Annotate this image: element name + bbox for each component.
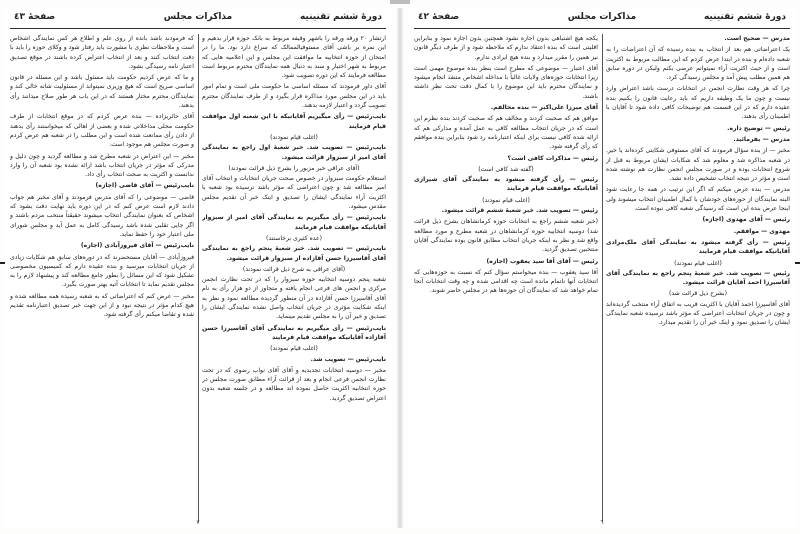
scan-margin-mark — [0, 262, 5, 264]
header-session: دورهٔ ششم تقنینیه — [299, 12, 382, 22]
stage-note: (اغلب قیام نمودند) — [270, 345, 318, 353]
paragraph: ارتشار ۲۰ ورقه ورقه را باشهر وقیفه مربوط به بانک حوزه قرار بدهیم و این نمره بر باشی آقای مستوفیالممالک که سراغ دارد بود. ما را در امتحان از حوزه انتخابیه ما موافقت این مجلس و این اعلامیه هایی که مربوط به شهر اختیار و سند به دنبال همه نمایندگان محترم مربوط است مطالعه فرمایند که این دوره تصویب شود. — [202, 35, 386, 80]
header-title: مذاکرات مجلس — [163, 12, 233, 22]
header-rule — [10, 28, 386, 29]
stage-note: (اغلب قیام نمودند) — [270, 133, 318, 141]
paragraph: آقای داور فرمودند که مسئله اساسی ما حکومت ملی است و تمام امور باید در این مجلس مورد مذاکره قرار بگیرد و از طرف نمایندگان محترم تصویب گردد و اعتبار لازمه بدهند. — [202, 83, 386, 110]
paragraph: چرا که هر وقت نظارت انجمن در انتخابات درست باشد اعتراض وارد نیست و چون ما یک وظیفه داریم که باید رعایت قانون را بکنیم بنده عقیده دارم که در این قسمت هم توضیحات کافی داده شود تا آقایان با اطمینان رأی بدهند. — [606, 85, 790, 121]
paragraph: یک اعتراضاتی هم بعد از انتخاب به بنده رسیده که آن اعتراضات را به شعبه داده‌ام و بنده در ابتدا عرض کردم که این مطالب مربوط به اکثریت است و از حیث اکثریت آراء نمیتوانم عرضی بکنم ولیکن در دوره سابق هم همین مطلب پیش آمد و مجلس رسیدگی کرد. — [606, 46, 790, 82]
column-divider — [602, 34, 603, 522]
speaker-line: نایب‌رئیس — تصویب شد. — [310, 355, 386, 363]
speaker-line: رئیس — رأی گرفته میشود به نمایندگی آقای شیرازی آقایانیکه موافقت قیام فرمایند — [414, 176, 598, 193]
column-divider — [198, 34, 199, 522]
paragraph: یکجه هیچ اشتباهی بدون اجازه نشود همچنین بدون اجازه نمود و بنابراین اقلیتی است که بنده اعتقاد ندارم که ملاحظه شود و از طرف دیگر قانون نیز همین را مقرر میدارد و بنده هیچ ایرادی ندارم. — [414, 35, 598, 61]
page-header — [412, 12, 792, 26]
paragraph: آقا سید یعقوب — بنده میخواستم سؤال کنم که نسبت به حوزه‌هایی که انتخابات آنها ناتمام مانده است چه اقدامی شده و چه وقت انتخابات آنجا تمام خواهد شد که نمایندگان آن حوزه‌ها هم در مجلس حاضر شوند. — [414, 268, 598, 295]
paragraph: که فرمودند باشد بانده از روی علم و اطلاع هر کس نمایندگی اشخاص است و ملاحظات نظری با مشورت باید رفتار شود و وکلای حوزه را باید با دقت انتخاب کنند و بعد از انتخاب اعتراض کرده باشند در موقع تصدیق اعتبار نامه رسیدگی بشود. — [10, 35, 194, 70]
page-right — [408, 8, 796, 528]
book-gutter — [396, 8, 404, 528]
paragraph: آقای آقاسیرزا احمد آقایان با اکثریت قریب به اتفاق آراء منتخب گردیده‌اند و چون در جریان انتخابات اعتراضی که مؤثر باشد نرسیده شعبه نمایندگی ایشان را تصدیق نمود و اینک خبر آن را تقدیم میدارد. — [606, 300, 790, 327]
speaker-line: رئیس — تصویب شد. خبر شعبهٔ ششم قرائت میشود. — [441, 207, 598, 215]
paragraph: فیروزآبادی — آقایان مستحضرند که در دوره‌های سابق هم شکایات زیادی از جریان انتخابات میرسید و بنده عقیده دارم که کمیسیون مخصوصی تشکیل شود که این مسائل را بطور جامع مطالعه کند و پیشنهاد لازم را به مجلس تقدیم نماید تا انتخابات آتیه بهتر صورت بگیرد. — [10, 253, 194, 289]
speaker-line: رئیس — رأی گرفته میشود به نمایندگی آقای ملک‌مرادی آقایانیکه موافقت قیام فرمایند — [606, 238, 790, 256]
speaker-line: نایب‌رئیس — رأی میگیریم آقایانیکه با این شعبه اول موافقت قیام فرمایند — [202, 113, 386, 130]
paragraph: قاضی — موضوعی را که آقای مدرس فرمودند و آقای مخبر هم جواب دادند لازم است عرض کنم که در این دوره باید نهایت دقت بشود که اشخاص که بعنوان نمایندگی انتخاب میشوند حقیقتاً منتخب مردم باشند و اگر جایی تقلبی شده باشد رسیدگی کامل به عمل آید و مجلس شورای ملی اعتبار خود را حفظ نماید. — [10, 193, 194, 238]
paragraph: استعلام حکومت سبزوار در خصوص صحت جریان انتخابات و انتخاب آقای امیر مطالعه شد و چون اعتراضی که مؤثر باشد نرسیده بود شعبه با اکثریت آراء نمایندگی ایشان را تصدیق و اینک خبر آن تقدیم مجلس مقدس میشود. — [202, 175, 386, 211]
scan-margin-mark — [795, 262, 800, 264]
speaker-line: نایب‌رئیس — تصویب شد. خبر شعبهٔ اول راجع به نمایندگی آقای امیر از سبزوار قرائت میشود. — [202, 144, 386, 161]
stage-note: (اغلب قیام نمودند) — [482, 196, 530, 204]
page-left — [4, 8, 392, 528]
scan-top-mark — [0, 0, 800, 6]
paragraph: مخبر — عرض کنم که اعتراضاتی که به شعبه رسیده همه مطالعه شده و هیچ کدام مؤثر در نتیجه نبود و از این جهت خبر تصدیق اعتبارنامه تقدیم شده و تقاضا میکنم رأی گرفته شود. — [10, 292, 194, 319]
speaker-line: رئیس — مذاکرات کافی است؟ — [507, 154, 598, 162]
text-column-right — [606, 34, 790, 522]
paragraph: مدرس — بنده عرض میکنم که اگر این ترتیب در همه جا رعایت شود البته نمایندگان از حوزه‌های خودشان با کمال اطمینان انتخاب میشوند ولی اینجا عرض بنده این است که رسیدگی شعبه کافی نبوده است. — [606, 186, 790, 213]
stage-note: (بشرح ذیل قرائت شد) — [669, 290, 727, 298]
header-session: دورهٔ ششم تقنینیه — [703, 12, 786, 22]
stage-note: (آقای عراقی خبر مزبور را بشرح ذیل قرائت نمودند) — [228, 164, 360, 172]
paragraph: آقای اعتبار — موضوعی که مطرح است بنظر بنده موضوع مهمی است زیرا انتخابات حوزه‌های ولایات غالباً با مداخله اشخاص متنفذ انجام میشود و نمایندگان محترم باید این موضوع را با کمال دقت تحت نظر داشته باشند. — [414, 64, 598, 100]
speaker-line: نایب‌رئیس — رأی میگیریم به نمایندگی آقای امیر از سبزوار آقایانیکه موافقت قیام فرمایند — [202, 214, 386, 231]
header-page-number: صفحهٔ ٤٣ — [14, 12, 56, 22]
page-folio: ٧ — [196, 519, 200, 526]
stage-note: (گفته شد کافی است) — [478, 165, 534, 173]
speaker-line: رئیس — آقای مهدوی (اجازه) — [702, 216, 790, 224]
header-rule — [414, 28, 790, 29]
speaker-line: نایب‌رئیس — تصویب شد. خبر شعبهٔ پنجم راجع به نمایندگی آقای آقاسیرزا حسن آقازاده از سبزوار قرائت میشود. — [202, 245, 386, 262]
speaker-line: نایب‌رئیس — رأی میگیریم به نمایندگی آقای آقاسیرزا حسن آقازاده آقایانیکه موافقت قیام فرمایند — [202, 324, 386, 341]
paragraph: آقای حائریزاده — بنده عرض کردم که در موقع انتخابات از طرف حکومت محلی مداخلاتی شده و بعضی از اهالی که میخواستند رأی بدهند از دادن رأی ممانعت شده است و این مطلب را در شعبه هم عرض کردم و صورت مجلس هم موجود است. — [10, 113, 194, 149]
speaker-line: مدرس — صحیح است. — [724, 35, 790, 42]
speaker-line: مدرس — بفرمائید. — [733, 135, 790, 143]
page-header — [8, 12, 388, 26]
page-folio: ٦ — [600, 519, 604, 526]
stage-note: (آقای عراقی به شرح ذیل قرائت نمودند) — [242, 265, 346, 273]
paragraph: مخبر — دوسیه انتخابات تجدیدیه و آقای آقای نواب رضوی که در تحت نظارت انجمن فرعی انجام و بعد از قرائت آراء مطابق صورت مجلس در حوزه انتخابیه اکثریت حاصل نموده اند مطالعه و در جلسه شعبه بدون اعتراض تصدیق گردید. — [202, 366, 386, 402]
speaker-line: رئیس — تصویب شد. خبر شعبهٔ پنجم راجع به نمایندگی آقای آقاسیرزا احمد آقایان قرائت میشود. — [606, 269, 790, 287]
paragraph: (خبر شعبه ششم راجع به انتخابات حوزه کرمانشاهان بشرح ذیل قرائت شد) دوسیه انتخابیه حوزه کرمانشاهان در شعبه مطرح و مورد مطالعه واقع شد و نظر به اینکه جریان انتخاب مطابق قانون بوده نمایندگی آقایان منتخبین تصدیق گردید. — [414, 218, 598, 254]
paragraph: مخبر — این اعتراض در شعبه مطرح شد و مطالعه گردید و چون دلیل و مدرکی که مؤثر در جریان انتخاب باشد ارائه نشده بود شعبه آن را وارد ندانست و اکثریت به صحت انتخاب رأی داد. — [10, 152, 194, 179]
paragraph: مخبر — از بنده سؤال فرمودند که آقای مستوفی شکایتی کرده‌اند یا خیر. در شعبه مذاکره شد و معلوم شد که شکایات ایشان مربوط به قبل از شروع انتخابات بوده و در صورت مجلس انجمن نظارت هم نوشته شده است و مؤثر در نتیجه انتخاب تشخیص داده نشد. — [606, 147, 790, 183]
speaker-line: رئیس — آقای آقا سید یعقوب (اجازه) — [486, 257, 598, 265]
header-title: مذاکرات مجلس — [567, 12, 637, 22]
speaker-line: نایب‌رئیس — آقای قاضی (اجازه) — [95, 182, 194, 190]
speaker-line: رئیس — توضیح داره. — [727, 124, 790, 132]
text-column-right — [202, 34, 386, 522]
speaker-line: نایب‌رئیس — آقای فیروزآبادی (اجازه) — [80, 242, 194, 250]
stage-note: (عده کثیری برخاستند) — [265, 234, 323, 242]
speaker-line: آقای میرزا علی‌اکبر — بنده مخالفم. — [490, 104, 598, 112]
text-column-left — [414, 34, 598, 522]
speaker-line: مهدوی — موافقم. — [733, 227, 790, 235]
text-column-left — [10, 34, 194, 522]
paragraph: و ما که عرض کردیم حکومت باید مسئول باشد و این مسئله در قانون اساسی صریح است که هیچ وزیری نمیتواند از مسئولیت شانه خالی کند و نمایندگان محترم مختار هستند که در این باب هر طور صلاح میدانند رأی بدهند. — [10, 74, 194, 110]
paragraph: شعبه پنجم دوسیه انتخابیه حوزه سبزوار را که در تحت نظارت انجمن مرکزی و انجمن های فرعی انجام یافته و متجاوز از دو هزار رأی به نام آقای آقاسیرزا حسن آقازاده در آن منظور گردیده مطالعه نمود و نظر به اینکه شکایت مؤثری در جریان انتخاب واصل نشده نمایندگی ایشان را تصدیق و خبر آن را به مجلس تقدیم مینماید. — [202, 276, 386, 321]
header-page-number: صفحهٔ ٤٢ — [418, 12, 460, 22]
stage-note: (اغلب قیام نمودند) — [674, 259, 722, 267]
paragraph: موافق هم که صحبت کردند و مخالف هم که صحبت کردند بنده نظرم این است که در جریان انتخاب مطالعه کافی به عمل آمده و مدارکی هم که ارائه شده کافی نیست برای اینکه اعتبارنامه رد شود بنابراین بنده موافقم که رأی گرفته شود. — [414, 115, 598, 151]
